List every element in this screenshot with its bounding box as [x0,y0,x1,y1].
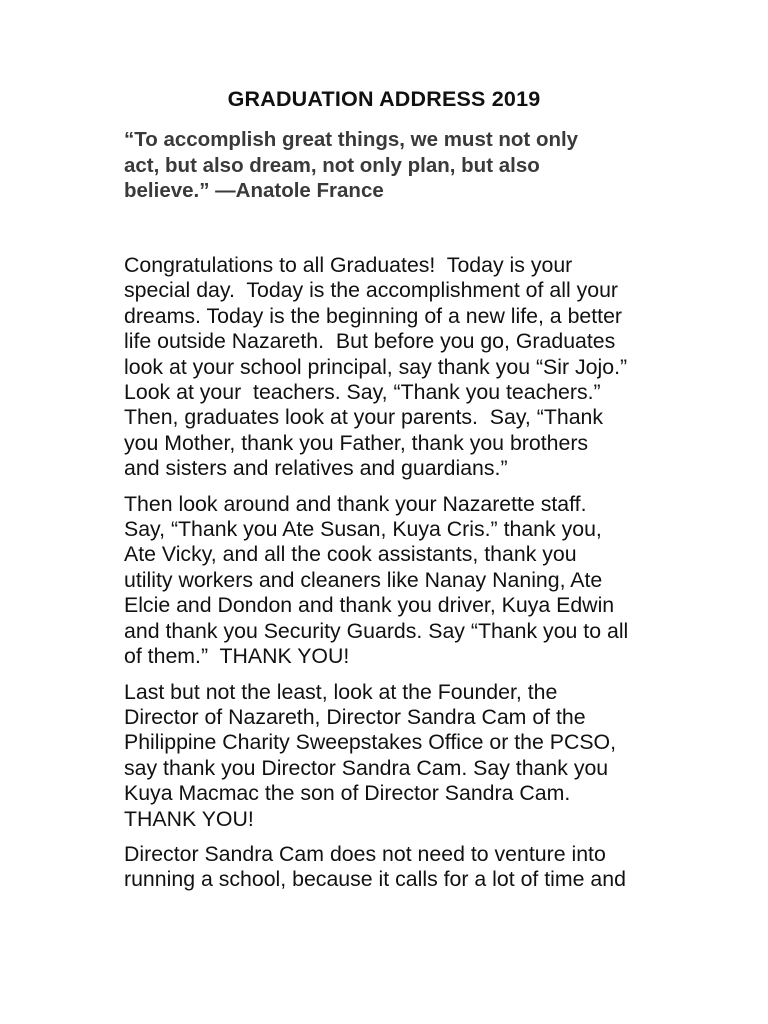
text-line: Ate Vicky, and all the cook assistants, thank you [124,542,577,567]
text-line: you Mother, thank you Father, thank you brothers [124,430,589,455]
text-line: Philippine Charity Sweepstakes Office or the PCSO, [124,730,617,755]
text-line: utility workers and cleaners like Nanay Naning, Ate [124,567,603,592]
text-line: and sisters and relatives and guardians.” [124,456,508,481]
text-line: of them.” THANK YOU! [124,644,350,669]
text-line: Congratulations to all Graduates! Today is your [124,253,573,277]
text-line: Elcie and Dondon and thank you driver, Kuya Edwin [124,593,615,618]
text-line: look at your school principal, say thank you “Sir Jojo.” [124,354,628,379]
text-line: dreams. Today is the beginning of a new life, a better [124,303,623,328]
document-title: GRADUATION ADDRESS 2019 [227,87,541,111]
epigraph-line: believe.” —Anatole France [124,179,384,202]
text-line: Director Sandra Cam does not need to venture into [124,841,606,866]
epigraph-line: act, but also dream, not only plan, but also [124,153,540,177]
text-line: Look at your teachers. Say, “Thank you teachers.” [124,380,601,405]
text-line: Then look around and thank your Nazarette staff. [124,491,587,516]
document-body [124,253,684,903]
text-line: Say, “Thank you Ate Susan, Kuya Cris.” thank you, [124,517,602,542]
epigraph-line: “To accomplish great things, we must not only [124,128,579,151]
text-line: THANK YOU! [124,806,254,831]
text-line: life outside Nazareth. But before you go, Graduates [124,329,616,354]
text-line: Director of Nazareth, Director Sandra Cam of the [124,704,586,729]
text-line: running a school, because it calls for a lot of time and [124,867,626,892]
text-line: special day. Today is the accomplishment of all your [124,278,619,303]
text-line: say thank you Director Sandra Cam. Say thank you [124,755,609,780]
paragraph-staff [124,492,684,670]
text-line: Kuya Macmac the son of Director Sandra Cam. [124,781,571,806]
text-line: Last but not the least, look at the Founder, the [124,679,558,704]
text-line: Then, graduates look at your parents. Say, “Thank [124,405,604,430]
text-line: and thank you Security Guards. Say “Thank you to all [124,618,629,643]
paragraph-director [124,842,684,893]
epigraph-quote [124,127,684,204]
paragraph-congratulations [124,253,684,482]
paragraph-founder [124,680,684,832]
